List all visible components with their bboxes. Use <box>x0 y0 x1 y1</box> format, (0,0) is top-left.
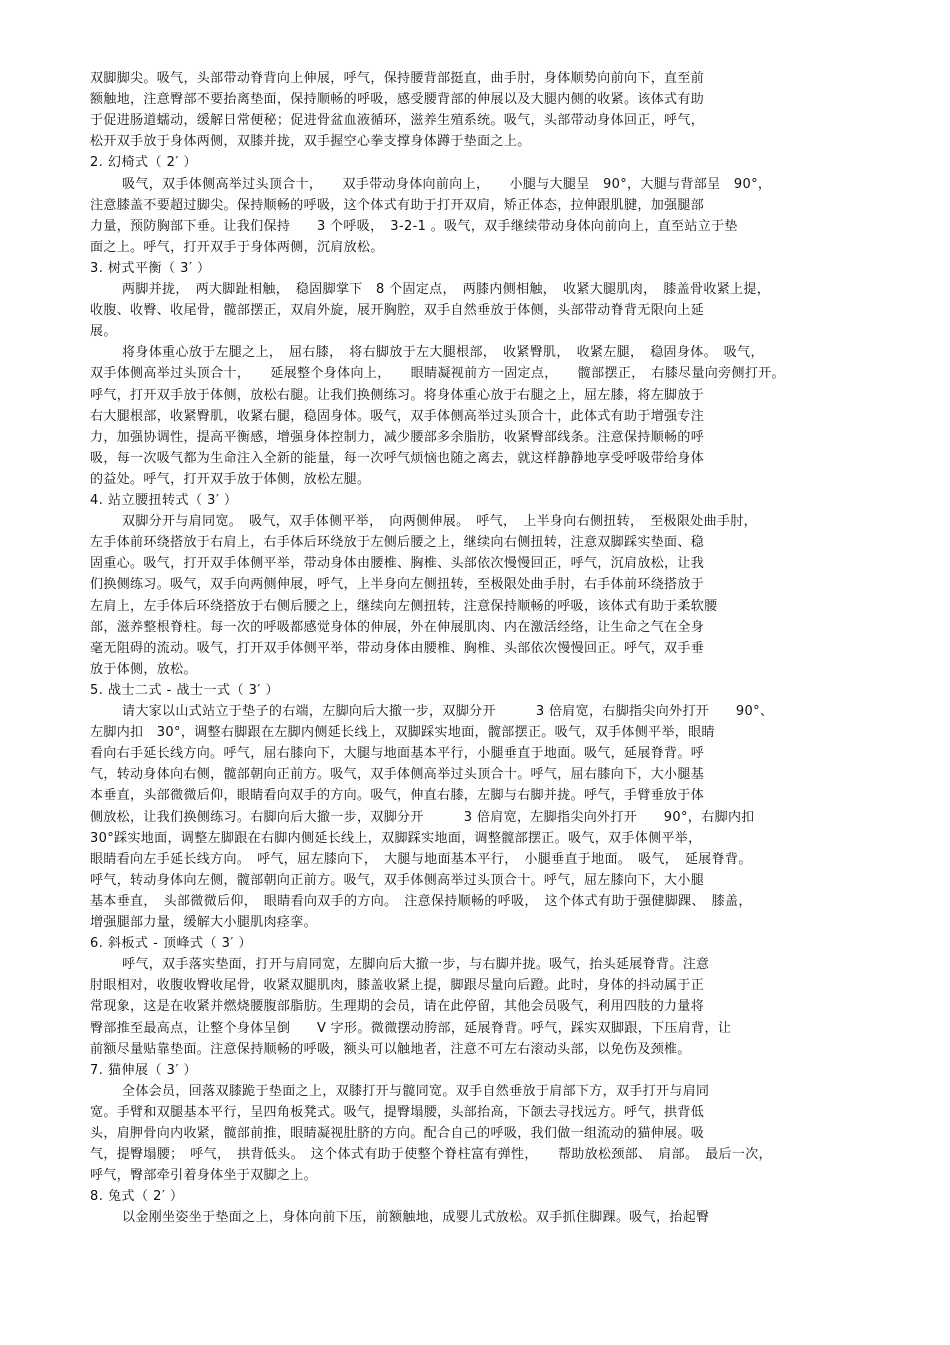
text-line: 呼气，打开双手放于体侧，放松右腿。让我们换侧练习。将身体重心放于右腿之上，屈左膝，将左脚放于 <box>90 387 705 403</box>
text-line: 展。 <box>90 324 117 340</box>
text-line: 气，提臀塌腰； 呼气， 拱背低头。 这个体式有助于使整个脊柱富有弹性， 帮助放松颈部、 肩部。 最后一次， <box>90 1147 772 1163</box>
text-line: 们换侧练习。吸气，双手向两侧伸展，呼气，上半身向左侧扭转，至极限处曲手肘，右手体前环绕搭放于 <box>90 577 705 593</box>
text-line: 额触地，注意臀部不要抬离垫面，保持顺畅的呼吸，感受腰背部的伸展以及大腿内侧的收紧。该体式有助 <box>90 92 705 108</box>
text-line: 两脚并拢， 两大脚趾相触， 稳固脚掌下 8 个固定点， 两膝内侧相触， 收紧大腿肌肉， 膝盖骨收紧上提， <box>122 282 771 297</box>
text-line: 左脚内扣 30°，调整右脚跟在左脚内侧延长线上，双脚踩实地面，髋部摆正。吸气，双手体侧平举，眼睛 <box>90 725 715 741</box>
text-line: 侧放松，让我们换侧练习。右脚向后大撤一步，双脚分开 3 倍肩宽，左脚指尖向外打开 90°，右脚内扣 <box>90 809 755 825</box>
text-line: 双脚分开与肩同宽。 吸气，双手体侧平举， 向两侧伸展。 呼气， 上半身向右侧扭转， 至极限处曲手肘， <box>122 514 758 530</box>
text-line: 面之上。呼气，打开双手于身体两侧，沉肩放松。 <box>90 239 384 255</box>
text-line: 全体会员，回落双膝跪于垫面之上，双膝打开与髋同宽。双手自然垂放于肩部下方，双手打开与肩同 <box>122 1083 710 1099</box>
text-line: 左肩上，左手体后环绕搭放于右侧后腰之上，继续向左侧扭转，注意保持顺畅的呼吸，该体式有助于柔软腰 <box>90 598 718 614</box>
text-line: 力，加强协调性，提高平衡感，增强身体控制力，减少腰部多余脂肪，收紧臀部线条。注意保持顺畅的呼 <box>90 429 705 445</box>
text-line: 以金刚坐姿坐于垫面之上，身体向前下压，前额触地，成婴儿式放松。双手抓住脚踝。吸气，抬起臀 <box>122 1210 710 1226</box>
text-line: 看向右手延长线方向。呼气，屈右膝向下，大腿与地面基本平行，小腿垂直于地面。吸气，延展脊背。呼 <box>90 746 705 762</box>
text-line: 增强腿部力量，缓解大小腿肌肉痉挛。 <box>90 915 317 930</box>
text-line: 眼睛看向左手延长线方向。 呼气，屈左膝向下， 大腿与地面基本平行， 小腿垂直于地面。 吸气， 延展脊背。 <box>90 851 752 867</box>
text-line: 于促进肠道蠕动，缓解日常便秘；促进骨盆血液循环，滋养生殖系统。吸气，头部带动身体回正，呼气， <box>90 113 705 129</box>
text-line: 本垂直，头部微微后仰，眼睛看向双手的方向。吸气，伸直右膝，左脚与右脚并拢。呼气，手臂垂放于体 <box>90 788 705 804</box>
text-line: 吸，每一次吸气都为生命注入全新的能量，每一次呼气烦恼也随之离去，就这样静静地享受呼吸带给身体 <box>90 450 705 466</box>
section-heading: 2. 幻椅式（ 2′ ） <box>90 155 198 171</box>
text-line: 呼气，臀部牵引着身体坐于双脚之上。 <box>90 1168 317 1184</box>
text-line: 左手体前环绕搭放于右肩上，右手体后环绕放于左侧后腰之上，继续向右侧扭转，注意双脚踩实垫面、稳 <box>90 535 705 551</box>
text-line: 右大腿根部，收紧臀肌，收紧右腿，稳固身体。吸气，双手体侧高举过头顶合十，此体式有助于增强专注 <box>90 408 705 424</box>
section-heading: 4. 站立腰扭转式（ 3′ ） <box>90 493 238 508</box>
text-line: 呼气，转动身体向左侧，髋部朝向正前方。吸气，双手体侧高举过头顶合十。呼气，屈左膝向下，大小腿 <box>90 872 705 888</box>
text-line: 臀部推至最高点，让整个身体呈倒 V 字形。微微摆动胯部，延展脊背。呼气，踩实双脚跟，下压肩背，让 <box>90 1020 732 1036</box>
text-line: 肘眼相对，收腹收臀收尾骨，收紧双腿肌肉，膝盖收紧上提，脚跟尽量向后蹬。此时，身体的抖动属于正 <box>90 978 705 994</box>
text-line: 放于体侧，放松。 <box>90 661 197 677</box>
text-line: 固重心。吸气，打开双手体侧平举，带动身体由腰椎、胸椎、头部依次慢慢回正，呼气，沉肩放松，让我 <box>90 556 705 572</box>
text-line: 呼气，双手落实垫面，打开与肩同宽，左脚向后大撤一步，与右脚并拢。吸气，抬头延展脊背。注意 <box>122 957 710 973</box>
text-line: 宽。手臂和双腿基本平行，呈四角板凳式。吸气，提臀塌腰，头部抬高，下颌去寻找远方。呼气，拱背低 <box>90 1104 705 1120</box>
text-line: 前额尽量贴靠垫面。注意保持顺畅的呼吸，额头可以触地者，注意不可左右滚动头部，以免伤及颈椎。 <box>90 1041 691 1057</box>
text-line: 吸气，双手体侧高举过头顶合十， 双手带动身体向前向上， 小腿与大腿呈 90°，大腿与背部呈 90°， <box>122 176 772 192</box>
text-line: 30°踩实地面，调整左脚跟在右脚内侧延长线上，双脚踩实地面，调整髋部摆正。吸气，双手体侧平举， <box>90 830 702 846</box>
section-heading: 7. 猫伸展（ 3′ ） <box>90 1062 198 1078</box>
section-heading: 8. 兔式（ 2′ ） <box>90 1189 184 1205</box>
section-heading: 5. 战士二式 - 战士一式（ 3′ ） <box>90 682 279 698</box>
text-line: 力量，预防胸部下垂。让我们保持 3 个呼吸， 3-2-1 。吸气，双手继续带动身体向前向上，直至站立于垫 <box>90 218 738 234</box>
text-line: 毫无阻碍的流动。吸气，打开双手体侧平举，带动身体由腰椎、胸椎、头部依次慢慢回正。呼气，双手垂 <box>90 640 705 656</box>
text-line: 部，滋养整根脊柱。每一次的呼吸都感觉身体的伸展，外在伸展肌肉、内在激活经络，让生命之气在全身 <box>90 619 705 635</box>
text-line: 松开双手放于身体两侧，双膝并拢，双手握空心拳支撑身体蹲于垫面之上。 <box>90 134 531 150</box>
text-line: 将身体重心放于左腿之上， 屈右膝， 将右脚放于左大腿根部， 收紧臀肌， 收紧左腿， 稳固身体。 吸气， <box>122 345 764 361</box>
section-heading: 3. 树式平衡（ 3′ ） <box>90 260 211 276</box>
text-line: 基本垂直， 头部微微后仰， 眼睛看向双手的方向。 注意保持顺畅的呼吸， 这个体式有助于强健脚踝、 膝盖， <box>90 893 752 909</box>
text-line: 双手体侧高举过头顶合十， 延展整个身体向上， 眼睛凝视前方一固定点， 髋部摆正， 右膝尽量向旁侧打开。 <box>90 366 785 382</box>
text-line: 头，肩胛骨向内收紧，髋部前推，眼睛凝视肚脐的方向。配合自己的呼吸，我们做一组流动的猫伸展。吸 <box>90 1126 705 1141</box>
text-line: 常现象，这是在收紧并燃烧腰腹部脂肪。生理期的会员，请在此停留，其他会员吸气，利用四肢的力量将 <box>90 999 705 1015</box>
text-line: 请大家以山式站立于垫子的右端，左脚向后大撤一步，双脚分开 3 倍肩宽，右脚指尖向外打开 90°、 <box>122 704 774 719</box>
text-line: 气，转动身体向右侧，髋部朝向正前方。吸气，双手体侧高举过头顶合十。呼气，屈右膝向下，大小腿基 <box>90 767 705 783</box>
text-line: 收腹、收臀、收尾骨，髋部摆正，双肩外旋，展开胸腔，双手自然垂放于体侧，头部带动脊背无限向上延 <box>90 303 705 319</box>
text-line: 双脚脚尖。吸气，头部带动脊背向上伸展，呼气，保持腰背部挺直，曲手肘，身体顺势向前向下，直至前 <box>90 71 705 86</box>
text-line: 注意膝盖不要超过脚尖。保持顺畅的呼吸，这个体式有助于打开双肩，矫正体态，拉伸跟肌腱，加强腿部 <box>90 197 705 213</box>
section-heading: 6. 斜板式 - 顶峰式（ 3′ ） <box>90 936 252 952</box>
text-line: 的益处。呼气，打开双手放于体侧，放松左腿。 <box>90 471 371 487</box>
